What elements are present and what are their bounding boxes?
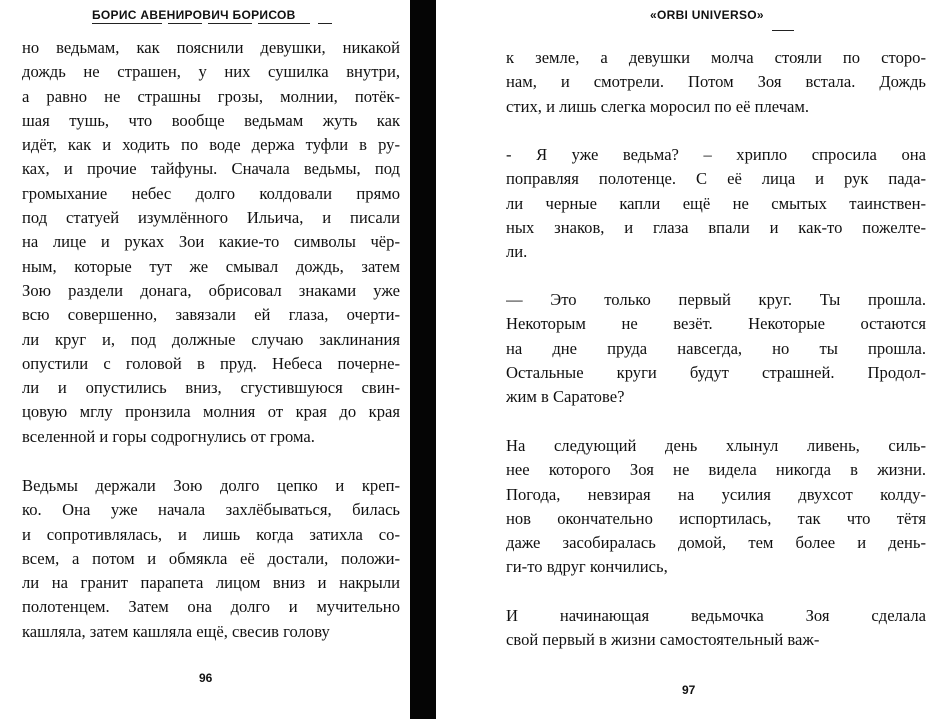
- text-line: на лице и руках Зои какие-то символы чёр-: [22, 232, 400, 252]
- text-line: ных знаков, и глаза впали и как-то пожелте-: [506, 217, 926, 237]
- text-line: ли и опустились вниз, сгустившуюся свин-: [22, 378, 400, 398]
- header-rule: [318, 23, 332, 24]
- paragraph: [22, 36, 400, 449]
- paragraph: [22, 474, 400, 644]
- header-rule: [92, 23, 162, 24]
- text-line: полотенцем. Затем она долго и мучительно: [22, 597, 400, 617]
- text-line: всю совершенно, завязали ей глаза, очерти-: [22, 305, 400, 325]
- text-line: дождь не страшен, у них сушилка внутри,: [22, 62, 400, 82]
- paragraph: [506, 46, 926, 119]
- text-line: даже засобиралась домой, тем более и день-: [506, 533, 926, 553]
- text-line: Погода, невзирая на усилия двухсот колду-: [506, 484, 926, 504]
- text-line: а равно не страшны грозы, молнии, потёк-: [22, 86, 400, 106]
- book-gutter: [410, 0, 436, 719]
- header-rule: [772, 30, 794, 31]
- text-line: вселенной и горы содрогнулись от грома.: [22, 426, 315, 446]
- right-page: [436, 0, 932, 719]
- text-line: Зою раздели донага, обрисовал знаками уже: [22, 280, 400, 300]
- text-line: нов окончательно испортилась, так что тётя: [506, 508, 926, 528]
- text-line: шая тушь, что вообще ведьмам жуть как: [22, 110, 400, 130]
- text-line: к земле, а девушки молча стояли по сторо-: [506, 48, 926, 67]
- running-header-series: «ORBI UNIVERSO»: [650, 8, 764, 22]
- text-line: И начинающая ведьмочка Зоя сделала: [506, 606, 926, 625]
- text-line: - Я уже ведьма? – хрипло спросила она: [506, 145, 926, 164]
- text-line: опустили с головой в пруд. Небеса почерне-: [22, 353, 400, 373]
- text-line: ги-то вдруг кончились,: [506, 557, 668, 577]
- text-line: стих, и лишь слегка моросил по её плечам.: [506, 96, 810, 116]
- text-line: кашляла, затем кашляла ещё, свесив голову: [22, 621, 330, 641]
- text-line: под статуей изумлённого Ильича, и писали: [22, 208, 400, 228]
- text-line: но ведьмам, как пояснили девушки, никакой: [22, 38, 400, 57]
- text-line: — Это только первый круг. Ты прошла.: [506, 290, 926, 309]
- page-number: 96: [199, 671, 213, 685]
- text-line: Некоторым не везёт. Некоторые остаются: [506, 314, 926, 334]
- text-line: ным, которые тут же смывал дождь, затем: [22, 256, 400, 276]
- text-line: громыхание небес долго колдовали прямо: [22, 183, 400, 203]
- text-line: на дне пруда навсегда, но ты прошла.: [506, 338, 926, 358]
- text-line: Остальные круги будут страшней. Продол-: [506, 362, 926, 382]
- paragraph: [506, 434, 926, 580]
- left-page: [0, 0, 410, 719]
- text-line: ли.: [506, 242, 528, 262]
- header-rule: [208, 23, 252, 24]
- text-line: На следующий день хлынул ливень, силь-: [506, 436, 926, 455]
- text-line: Ведьмы держали Зою долго цепко и креп-: [22, 476, 400, 495]
- text-line: ках, и прочие тайфуны. Сначала ведьмы, под: [22, 159, 400, 179]
- text-line: и сопротивлялась, и лишь когда затихла со-: [22, 524, 400, 544]
- text-line: ли круг и, под должные случаю заклинания: [22, 329, 400, 349]
- text-line: цовую мглу пронзила молния от края до края: [22, 402, 400, 422]
- text-line: всем, а потом и обмякла её достали, положи-: [22, 548, 400, 568]
- page-number: 97: [682, 683, 696, 697]
- text-line: ли черные капли ещё не смытых таинствен-: [506, 193, 926, 213]
- paragraph: [506, 288, 926, 409]
- text-line: свой первый в жизни самостоятельный важ-: [506, 630, 820, 650]
- text-line: нам, и смотрели. Потом Зоя встала. Дождь: [506, 72, 926, 92]
- text-line: нее которого Зоя не видела никогда в жизни.: [506, 460, 926, 480]
- text-line: ко. Она уже начала захлёбываться, билась: [22, 500, 400, 520]
- running-header-author: БОРИС АВЕНИРОВИЧ БОРИСОВ: [92, 8, 296, 22]
- text-line: поправляя полотенце. С её лица и рук пада-: [506, 169, 926, 189]
- text-line: идёт, как и ходить по воде держа туфли в ру-: [22, 135, 400, 155]
- header-rule: [258, 23, 310, 24]
- header-rule: [168, 23, 202, 24]
- paragraph: [506, 143, 926, 264]
- text-line: жим в Саратове?: [506, 387, 625, 407]
- paragraph: [506, 604, 926, 653]
- text-line: ли на гранит парапета лицом вниз и накрыли: [22, 573, 400, 593]
